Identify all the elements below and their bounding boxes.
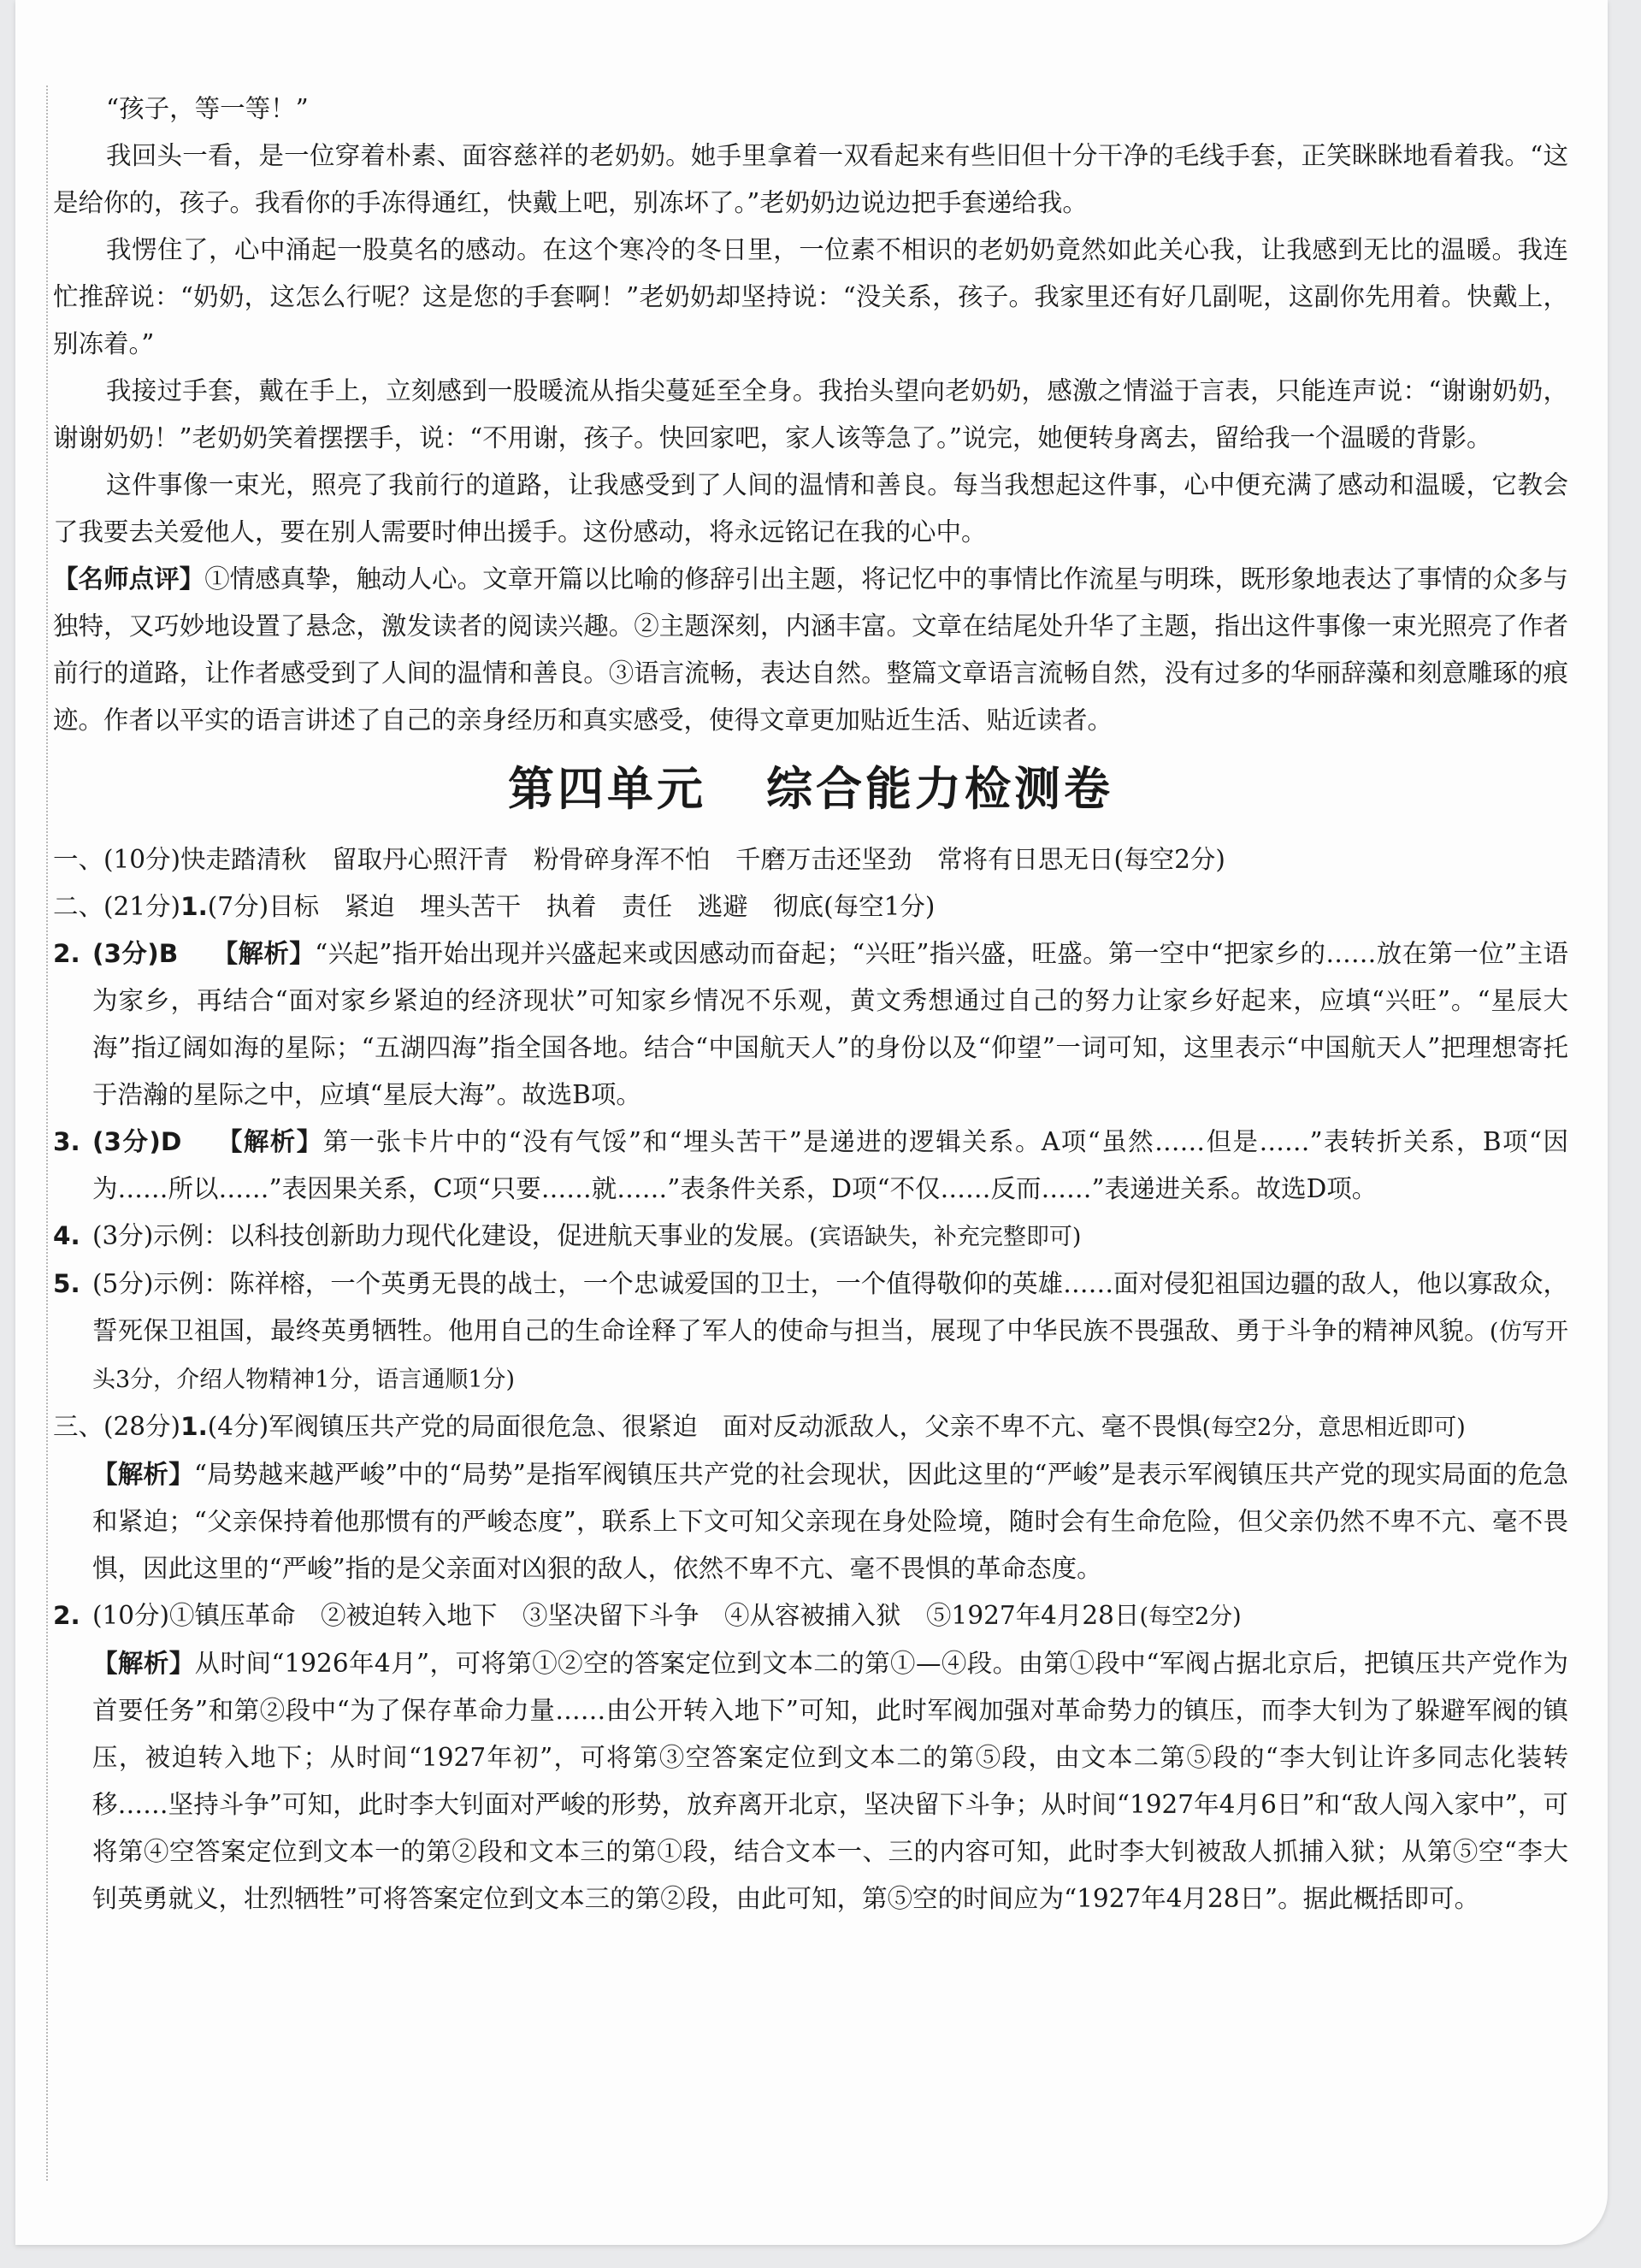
essay-paragraph: 我愣住了，心中涌起一股莫名的感动。在这个寒冷的冬日里，一位素不相识的老奶奶竟然如此关心我，让我感到无比的温暖。我连忙推辞说：“奶奶，这怎么行呢？这是您的手套啊！”老奶奶却坚持说：“没关系，孩子。我家里还有好几副呢，这副你先用着。快戴上，别冻着。” — [53, 235, 1568, 358]
section-prefix: 三、(28分) — [53, 1412, 181, 1441]
essay-paragraph: “孩子，等一等！” — [106, 94, 309, 123]
answer-item-3-2 — [53, 1592, 1568, 1640]
essay-paragraph: 这件事像一束光，照亮了我前行的道路，让我感受到了人间的温情和善良。每当我想起这件事，心中便充满了感动和温暖，它教会了我要去关爱他人，要在别人需要时伸出援手。这份感动，将永远铭记在我的心中。 — [53, 470, 1568, 546]
essay-paragraph: 我接过手套，戴在手上，立刻感到一股暖流从指尖蔓延至全身。我抬头望向老奶奶，感激之情溢于言表，只能连声说：“谢谢奶奶，谢谢奶奶！”老奶奶笑着摆摆手，说：“不用谢，孩子。快回家吧，家人该等急了。”说完，她便转身离去，留给我一个温暖的背影。 — [53, 376, 1568, 452]
analysis-tag: 【解析】 — [92, 1460, 194, 1489]
analysis-text: “局势越来越严峻”中的“局势”是指军阀镇压共产党的社会现状，因此这里的“严峻”是表示军阀镇压共产党的现实局面的危急和紧迫；“父亲保持着他那惯有的严峻态度”，联系上下文可知父亲现在身处险境，随时会有生命危险，但父亲仍然不卑不亢、毫不畏惧，因此这里的“严峻”指的是父亲面对凶狠的敌人，依然不卑不亢、毫不畏惧的革命态度。 — [92, 1460, 1568, 1583]
scoring-note: (每空2分，意思相近即可) — [1201, 1415, 1466, 1441]
comment-tag: 【名师点评】 — [53, 564, 205, 594]
comment-text: ①情感真挚，触动人心。文章开篇以比喻的修辞引出主题，将记忆中的事情比作流星与明珠，既形象地表达了事情的众多与独特，又巧妙地设置了悬念，激发读者的阅读兴趣。②主题深刻，内涵丰富。文章在结尾处升华了主题，指出这件事像一束光照亮了作者前行的道路，让作者感受到了人间的温情和善良。③语言流畅，表达自然。整篇文章语言流畅自然，没有过多的华丽辞藻和刻意雕琢的痕迹。作者以平实的语言讲述了自己的亲身经历和真实感受，使得文章更加贴近生活、贴近读者。 — [53, 564, 1568, 735]
answer-text: (4分)军阀镇压共产党的局面很危急、很紧迫 面对反动派敌人，父亲不卑不亢、毫不畏惧 — [207, 1412, 1202, 1441]
analysis-paragraph — [53, 1640, 1568, 1922]
answer-item-4 — [53, 1213, 1568, 1261]
analysis-tag: 【解析】 — [92, 1649, 195, 1678]
analysis-tag: 【解析】 — [212, 939, 316, 968]
question-number: 2. — [53, 1601, 80, 1630]
analysis-text: 从时间“1926年4月”，可将第①②空的答案定位到文本二的第①—④段。由第①段中“军阀占据北京后，把镇压共产党作为首要任务”和第②段中“为了保存革命力量……由公开转入地下”可知，此时军阀加强对革命势力的镇压，而李大钊为了躲避军阀的镇压，被迫转入地下；从时间“1927年初”，可将第③空答案定位到文本二的第⑤段，由文本二第⑤段的“李大钊让许多同志化装转移……坚持斗争”可知，此时李大钊面对严峻的形势，放弃离开北京，坚决留下斗争；从时间“1927年4月6日”和“敌人闯入家中”，可将第④空答案定位到文本一的第②段和文本三的第①段，结合文本一、三的内容可知，此时李大钊被敌人抓捕入狱；从第⑤空“李大钊英勇就义，壮烈牺牲”可将答案定位到文本三的第②段，由此可知，第⑤空的时间应为“1927年4月28日”。据此概括即可。 — [92, 1649, 1568, 1913]
answer-item-2 — [53, 930, 1568, 1119]
page-content — [53, 86, 1568, 1922]
section-title — [53, 763, 1568, 816]
answer-text: (10分)①镇压革命 ②被迫转入地下 ③坚决留下斗争 ④从容被捕入狱 ⑤1927年4月28日 — [92, 1601, 1140, 1630]
answer-item-3 — [53, 1119, 1568, 1213]
answer-text: (7分)目标 紧迫 埋头苦干 执着 责任 逃避 彻底(每空1分) — [207, 892, 936, 921]
scoring-note: (仿写开头3分，介绍人物精神1分，语言通顺1分) — [92, 1319, 1568, 1393]
answer-text: (3分)示例：以科技创新助力现代化建设，促进航天事业的发展。 — [92, 1221, 810, 1250]
question-number: 3. — [53, 1127, 80, 1156]
title-unit: 第四单元 — [508, 762, 706, 816]
analysis-text: “兴起”指开始出现并兴盛起来或因感动而奋起；“兴旺”指兴盛，旺盛。第一空中“把家乡的……放在第一位”主语为家乡，再结合“面对家乡紧迫的经济现状”可知家乡情况不乐观，黄文秀想通过自己的努力让家乡好起来，应填“兴旺”。“星辰大海”指辽阔如海的星际；“五湖四海”指全国各地。结合“中国航天人”的身份以及“仰望”一词可知，这里表示“中国航天人”把理想寄托于浩瀚的星际之中，应填“星辰大海”。故选B项。 — [92, 939, 1568, 1109]
document-page — [15, 0, 1608, 2245]
answer-section-2 — [53, 883, 1568, 930]
question-number: 1. — [180, 892, 208, 921]
scoring-note: (宾语缺失，补充完整即可) — [809, 1224, 1082, 1250]
scoring-note: (每空2分) — [1139, 1604, 1242, 1630]
answer-item-5 — [53, 1261, 1568, 1403]
answer-choice: (3分)B — [92, 939, 179, 968]
question-number: 5. — [53, 1269, 80, 1298]
question-number: 2. — [53, 939, 80, 968]
teacher-comment — [53, 556, 1568, 744]
analysis-paragraph — [53, 1451, 1568, 1592]
margin-dotted-rule — [46, 86, 48, 2181]
answer-section-3 — [53, 1403, 1568, 1451]
answer-choice: (3分)D — [92, 1127, 182, 1156]
answer-section-1: 一、(10分)快走踏清秋 留取丹心照汗青 粉骨碎身浑不怕 千磨万击还坚劲 常将有日思无日(每空2分) — [53, 845, 1225, 874]
question-number: 1. — [180, 1412, 208, 1441]
answer-text: (5分)示例：陈祥榕，一个英勇无畏的战士，一个忠诚爱国的卫士，一个值得敬仰的英雄……面对侵犯祖国边疆的敌人，他以寡敌众，誓死保卫祖国，最终英勇牺牲。他用自己的生命诠释了军人的使命与担当，展现了中华民族不畏强敌、勇于斗争的精神风貌。 — [92, 1269, 1568, 1345]
section-prefix: 二、(21分) — [53, 892, 181, 921]
question-number: 4. — [53, 1221, 80, 1250]
analysis-tag: 【解析】 — [215, 1127, 323, 1156]
essay-paragraph: 我回头一看，是一位穿着朴素、面容慈祥的老奶奶。她手里拿着一双看起来有些旧但十分干净的毛线手套，正笑眯眯地看着我。“这是给你的，孩子。我看你的手冻得通红，快戴上吧，别冻坏了。”老奶奶边说边把手套递给我。 — [53, 141, 1568, 217]
analysis-text: 第一张卡片中的“没有气馁”和“埋头苦干”是递进的逻辑关系。A项“虽然……但是……”表转折关系，B项“因为……所以……”表因果关系，C项“只要……就……”表条件关系，D项“不仅……反而……”表递进关系。故选D项。 — [92, 1127, 1568, 1203]
title-exam: 综合能力检测卷 — [766, 762, 1113, 816]
